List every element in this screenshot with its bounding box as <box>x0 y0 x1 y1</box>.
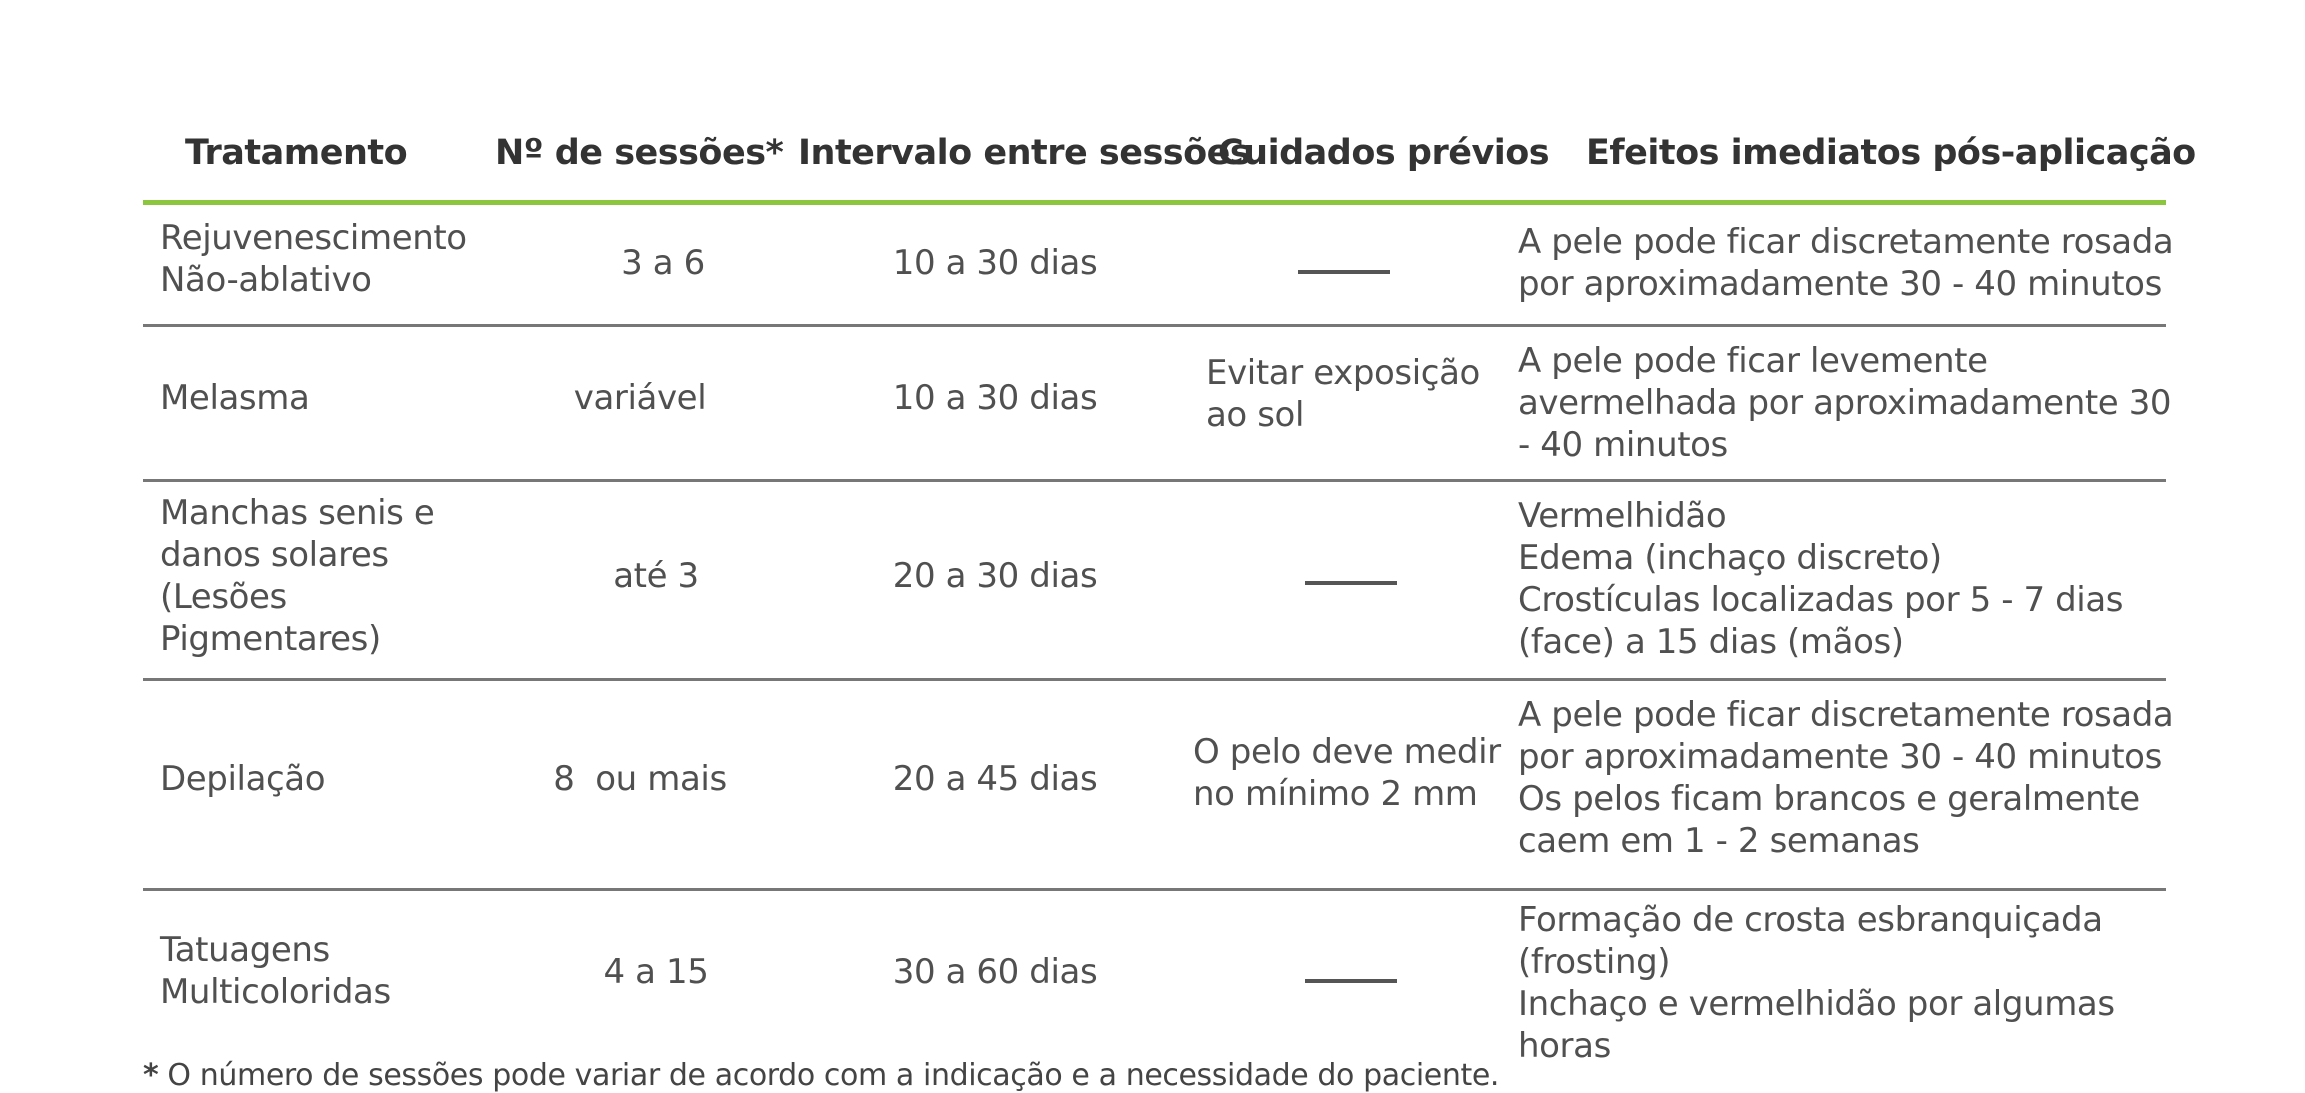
cell-line: Pigmentares) <box>160 619 381 659</box>
table-row <box>143 891 2166 1071</box>
cell-sessoes: até 3 <box>613 556 699 596</box>
cell-line: Manchas senis e <box>160 493 435 533</box>
empty-dash <box>1305 979 1397 983</box>
cell-efeitos <box>1518 221 2178 305</box>
cell-efeitos <box>1518 495 2178 663</box>
cell-line: no mínimo 2 mm <box>1193 774 1478 814</box>
table-row <box>143 681 2174 891</box>
cell-line: danos solares <box>160 535 389 575</box>
cell-intervalo: 20 a 45 dias <box>892 759 1098 799</box>
cell-line: avermelhada por aproximadamente 30 <box>1518 383 2172 423</box>
header-efeitos: Efeitos imediatos pós-aplicação <box>1586 133 2196 173</box>
cell-line: Crostículas localizadas por 5 - 7 dias <box>1518 580 2124 620</box>
cell-line: Formação de crosta esbranquiçada <box>1518 900 2103 940</box>
cell-line: (Lesões <box>160 577 287 617</box>
cell-line: A pele pode ficar levemente <box>1518 341 1988 381</box>
cell-line: (frosting) <box>1518 942 1671 982</box>
cell-line: ao sol <box>1206 395 1305 435</box>
cell-line: Multicoloridas <box>160 972 391 1012</box>
cell-line: Vermelhidão <box>1518 496 1727 536</box>
table-row <box>143 482 2166 681</box>
cell-line: Os pelos ficam brancos e geralmente <box>1518 779 2140 819</box>
cell-tratamento <box>160 492 460 660</box>
cell-line: Depilação <box>160 759 326 799</box>
cell-tratamento <box>160 758 460 800</box>
cell-line: - 40 minutos <box>1518 425 1728 465</box>
footnote-text: O número de sessões pode variar de acordo com a indicação e a necessidade do paciente. <box>158 1058 1500 1093</box>
cell-line: Não-ablativo <box>160 260 372 300</box>
cell-line: (face) a 15 dias (mãos) <box>1518 622 1904 662</box>
cell-intervalo: 10 a 30 dias <box>892 378 1098 418</box>
cell-line: Inchaço e vermelhidão por algumas <box>1518 984 2115 1024</box>
cell-sessoes: 3 a 6 <box>621 243 705 283</box>
cell-intervalo: 20 a 30 dias <box>892 556 1098 596</box>
cell-line: A pele pode ficar discretamente rosada <box>1518 695 2174 735</box>
cell-cuidados <box>1193 731 1533 815</box>
cell-line: por aproximadamente 30 - 40 minutos <box>1518 264 2162 304</box>
footnote <box>143 1058 1499 1093</box>
cell-line: A pele pode ficar discretamente rosada <box>1518 222 2174 262</box>
cell-line: horas <box>1518 1026 1611 1066</box>
cell-intervalo: 30 a 60 dias <box>892 952 1098 992</box>
footnote-star: * <box>143 1058 159 1093</box>
cell-efeitos <box>1518 694 2178 862</box>
cell-sessoes: variável <box>573 378 707 418</box>
header-tratamento: Tratamento <box>185 133 408 173</box>
cell-tratamento <box>160 929 460 1013</box>
table-row <box>143 327 2172 482</box>
cell-line: Edema (inchaço discreto) <box>1518 538 1942 578</box>
cell-cuidados <box>1206 352 1546 436</box>
cell-intervalo: 10 a 30 dias <box>892 243 1098 283</box>
cell-line: O pelo deve medir <box>1193 732 1501 772</box>
cell-sessoes: 8 ou mais <box>553 759 727 799</box>
table-row <box>143 205 2174 327</box>
header-sessoes: Nº de sessões* <box>495 133 784 173</box>
cell-line: Rejuvenescimento <box>160 218 467 258</box>
header-cuidados: Cuidados prévios <box>1218 133 1550 173</box>
cell-line: Tatuagens <box>160 930 330 970</box>
cell-tratamento <box>160 377 460 419</box>
cell-line: por aproximadamente 30 - 40 minutos <box>1518 737 2162 777</box>
header-intervalo: Intervalo entre sessões <box>798 133 1251 173</box>
cell-sessoes: 4 a 15 <box>603 952 709 992</box>
cell-efeitos <box>1518 899 2178 1067</box>
empty-dash <box>1298 270 1390 274</box>
empty-dash <box>1305 581 1397 585</box>
treatment-table <box>143 0 2196 1071</box>
cell-tratamento <box>160 217 467 301</box>
cell-line: caem em 1 - 2 semanas <box>1518 821 1920 861</box>
table-header <box>143 0 2196 205</box>
cell-efeitos <box>1518 340 2178 466</box>
cell-line: Melasma <box>160 378 310 418</box>
cell-line: Evitar exposição <box>1206 353 1480 393</box>
